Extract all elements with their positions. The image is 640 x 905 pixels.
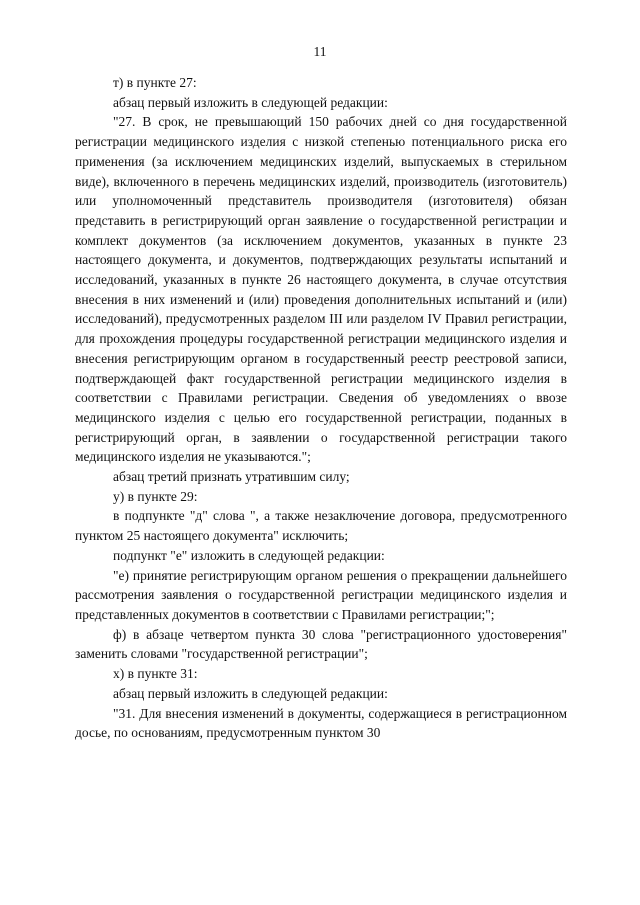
page-number: 11 bbox=[313, 44, 327, 59]
paragraph-subpoint-e: "е) принятие регистрирующим органом решения о прекращении дальнейшего рассмотрения заявления о государственной регистрации медицинского изделия и представленных документов в соответствии с Правилами регистрации;"; bbox=[75, 567, 567, 622]
paragraph-point-27: "27. В срок, не превышающий 150 рабочих дней со дня государственной регистрации медицинского изделия с низкой степенью потенциального риска его применения (за исключением медицинских изделий, выпускаемых в стерильном виде), включенного в перечень медицинских изделий, производитель (изготовитель) или уполномоченный представитель производителя (изготовителя) обязан представить в регистрирующий орган заявление о государственной регистрации и комплект документов (за исключением документов, указанных в пункте 23 настоящего документа, и документов, подтверждающих результаты испытаний и исследований, указанных в пункте 26 настоящего документа, в случае отсутствия внесения в них изменений и (или) проведения дополнительных испытаний и (или) исследований), предусмотренных разделом III или разделом IV Правил регистрации, для прохождения процедуры государственной регистрации медицинского изделия и внесения регистрирующим органом в государственный реестр реестровой записи, подтверждающей факт государственной регистрации медицинского изделия в соответствии с Правилами регистрации. Сведения об уведомлениях о ввозе медицинского изделия с целью его государственной регистрации, поданных в регистрирующий орган, в заявлении о государственной регистрации такого медицинского изделия не указываются."; bbox=[75, 114, 567, 465]
paragraph-instruction: абзац первый изложить в следующей редакции: bbox=[113, 685, 388, 701]
paragraph-instruction: абзац третий признать утратившим силу; bbox=[113, 469, 350, 485]
paragraph-subitem-u: у) в пункте 29: bbox=[113, 488, 198, 504]
paragraph-instruction: в подпункте "д" слова ", а также незаключение договора, предусмотренного пунктом 25 настоящего документа" исключить; bbox=[75, 508, 567, 544]
document-body bbox=[75, 73, 567, 743]
paragraph-subitem-f: ф) в абзаце четвертом пункта 30 слова "регистрационного удостоверения" заменить словами "государственной регистрации"; bbox=[75, 626, 567, 662]
paragraph-point-31: "31. Для внесения изменений в документы, содержащиеся в регистрационном досье, по основаниям, предусмотренным пунктом 30 bbox=[75, 705, 567, 741]
paragraph-instruction: абзац первый изложить в следующей редакции: bbox=[113, 94, 388, 110]
paragraph-subitem-t: т) в пункте 27: bbox=[113, 75, 197, 90]
paragraph-instruction: подпункт "е" изложить в следующей редакции: bbox=[113, 547, 385, 563]
paragraph-subitem-kh: х) в пункте 31: bbox=[113, 666, 198, 682]
